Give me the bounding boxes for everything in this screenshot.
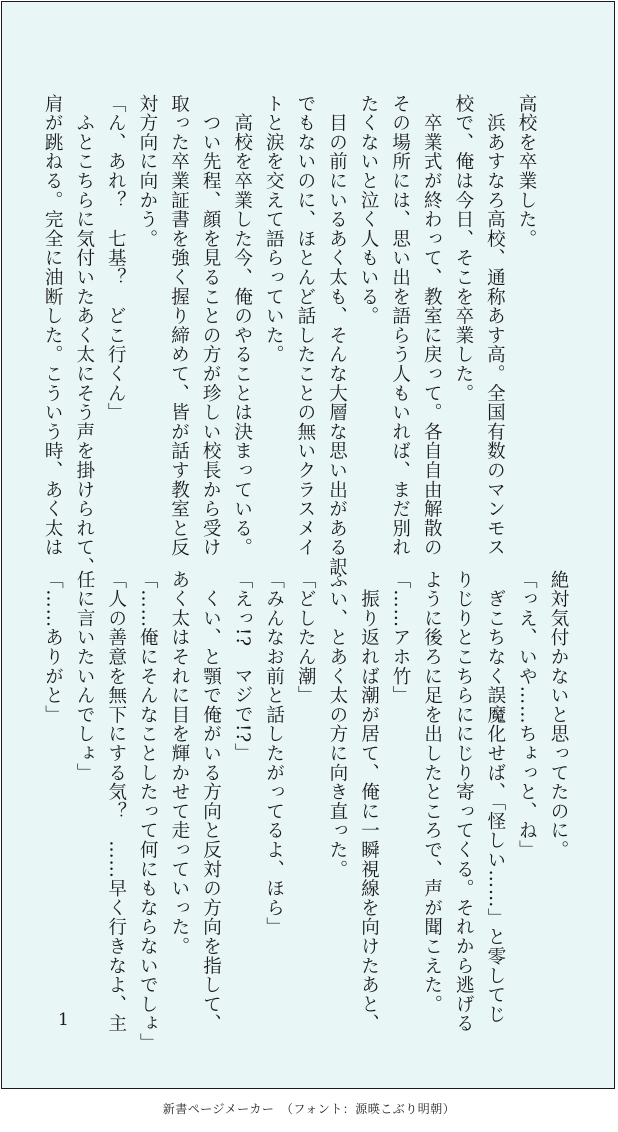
- generator-credit: 新書ページメーカー （フォント：源暎こぶり明朝）: [162, 1102, 456, 1116]
- text-line: 「っえ、いや……ちょっと、ね」: [516, 570, 538, 860]
- text-line: 「どしたん潮」: [295, 570, 317, 706]
- text-line: ように後ろに足を出したところで、声が聞こえた。: [421, 570, 443, 1014]
- text-line: りじりとこちらににじり寄ってくる。それから逃げる: [453, 570, 475, 1034]
- text-line: トと涙を交えて語らっていた。: [263, 94, 285, 365]
- text-line: 取った卒業証書を強く握り締めて、皆が話す教室と反: [168, 94, 190, 558]
- text-line: 対方向に向かう。: [136, 94, 158, 249]
- text-block-lower: [37, 570, 574, 1053]
- text-line: あく太はそれに目を輝かせて走っていった。: [168, 570, 190, 956]
- text-line: 「みんなお前と話したがってるよ、ほら」: [263, 570, 285, 937]
- text-line: つい先程、顔を見ることの方が珍しい校長から受け: [200, 94, 222, 558]
- text-line: ふとこちらに気付いたあく太にそう声を掛けられて、: [73, 94, 95, 577]
- text-line: 卒業式が終わって、教室に戻って。各自自由解散の: [421, 94, 443, 558]
- text-line: 高校を卒業した今、俺のやることは決まっている。: [231, 94, 253, 558]
- text-line: 校で、俺は今日、そこを卒業した。: [452, 94, 474, 403]
- text-line: 絶対気付かないと思ってたのに。: [548, 570, 569, 860]
- text-line: 浜あすなろ高校、通称あす高。全国有数のマンモス: [484, 94, 506, 558]
- text-line: 「……アホ竹」: [390, 570, 412, 706]
- text-line: 「……ありがと」: [42, 570, 64, 725]
- text-line: その場所には、思い出を語らう人もいれば、まだ別れ: [389, 94, 411, 558]
- text-line: 「えっ!? マジで!?」: [232, 570, 254, 763]
- text-block-upper: [37, 94, 543, 577]
- text-line: 高校を卒業した。: [516, 94, 537, 249]
- text-line: 肩が跳ねる。完全に油断した。こういう時、あく太は: [42, 94, 64, 558]
- novel-page: [1, 1, 615, 1089]
- text-line: 任に言いたいんでしょ」: [74, 570, 96, 783]
- text-line: でもないのに、ほとんど話したことの無いクラスメイ: [294, 94, 316, 558]
- text-line: 「人の善意を無下にする気？ ……早く行きなよ、主: [105, 570, 127, 1034]
- page-number: 1: [58, 1010, 69, 1030]
- text-line: 「……俺にそんなことしたって何にもならないでしょ」: [137, 570, 159, 1053]
- text-line: 振り返れば潮が居て、俺に一瞬視線を向けたあと、: [358, 570, 380, 1034]
- text-line: 「ん、あれ？ 七基？ どこ行くん」: [105, 94, 127, 423]
- text-line: たくないと泣く人もいる。: [358, 94, 380, 326]
- text-line: ふい、とあく太の方に向き直った。: [326, 570, 348, 879]
- text-line: ぎこちなく誤魔化せば、「怪しい……」と零してじ: [484, 570, 506, 1024]
- text-line: 目の前にいるあく太も、そんな大層な思い出がある訳: [326, 94, 348, 577]
- text-line: くい、と顎で俺がいる方向と反対の方向を指して、: [200, 570, 222, 1034]
